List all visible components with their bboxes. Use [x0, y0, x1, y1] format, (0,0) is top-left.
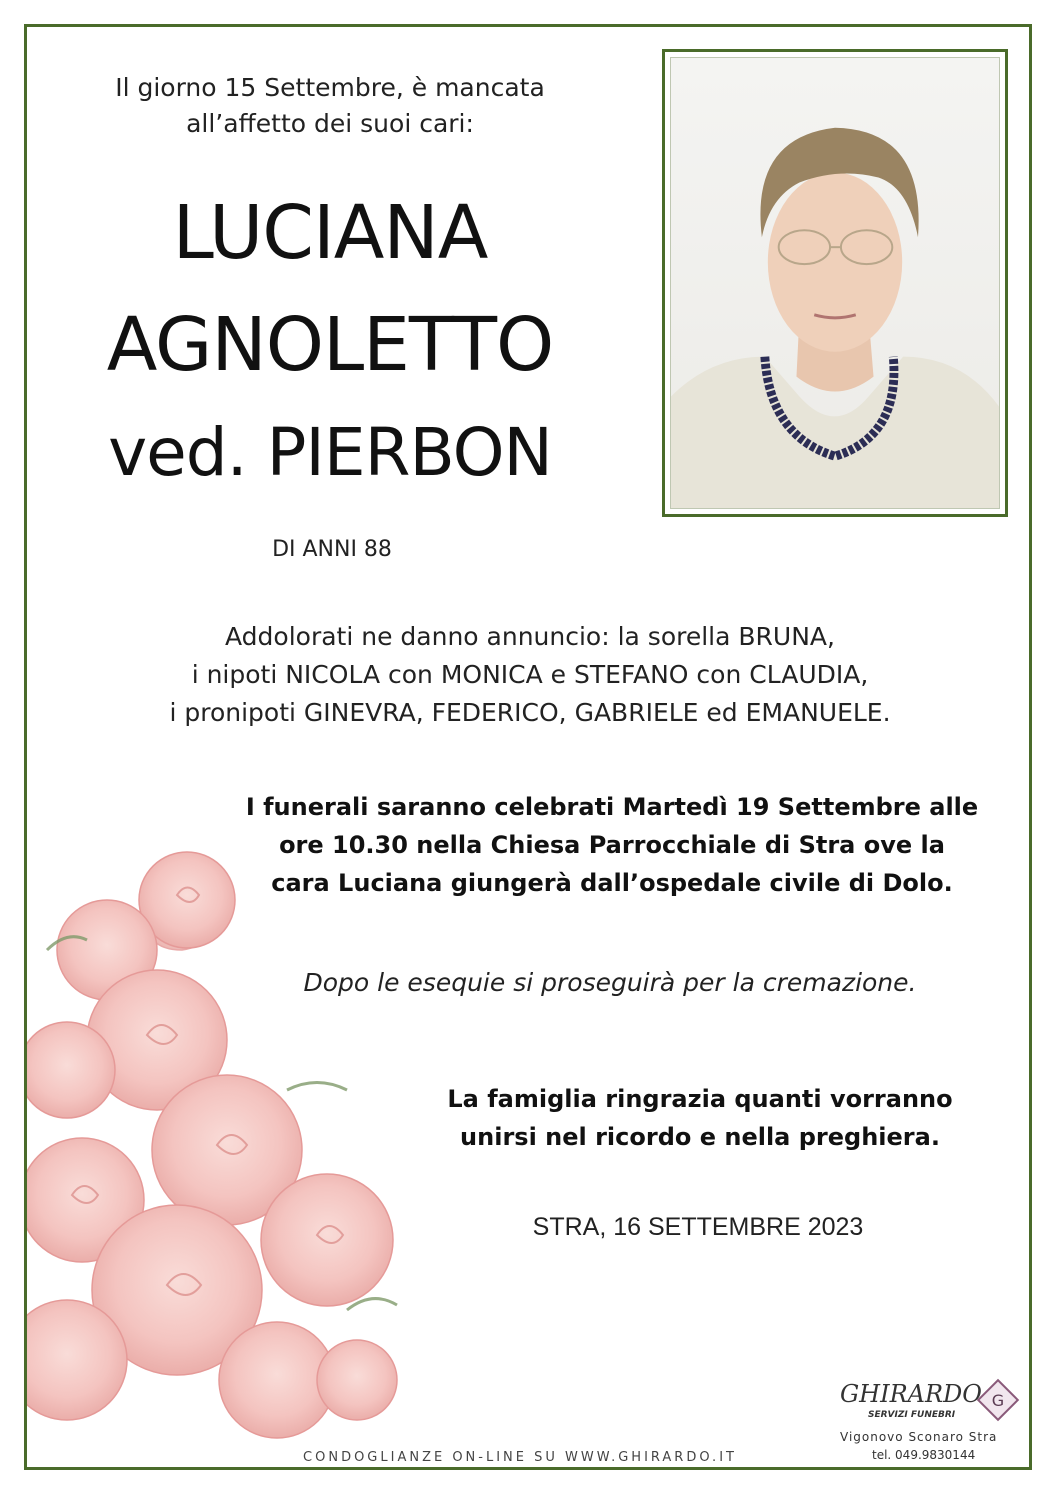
funeral-line: I funerali saranno celebrati Martedì 19 Settembre alle: [245, 793, 979, 821]
announcement-block: [100, 618, 960, 732]
cremation-note: Dopo le esequie si proseguirà per la cremazione.: [303, 968, 917, 997]
dateline: STRA, 16 SETTEMBRE 2023: [532, 1213, 864, 1241]
footer-url: CONDOGLIANZE ON-LINE SU WWW.GHIRARDO.IT: [303, 1450, 737, 1465]
intro-line: all’affetto dei suoi cari:: [186, 109, 474, 138]
age-label: DI ANNI 88: [272, 537, 392, 562]
announcement-line: i pronipoti GINEVRA, FEDERICO, GABRIELE ed EMANUELE.: [169, 698, 891, 727]
logo-diamond-icon: [974, 1376, 1022, 1424]
announcement-line: Addolorati ne danno annuncio: la sorella BRUNA,: [225, 622, 835, 651]
funeral-line: ore 10.30 nella Chiesa Parrocchiale di Stra ove la: [279, 831, 945, 859]
portrait-frame: [662, 49, 1008, 517]
announcement-line: i nipoti NICOLA con MONICA e STEFANO con CLAUDIA,: [191, 660, 869, 689]
logo-name: GHIRARDO: [840, 1380, 982, 1408]
logo-letter: G: [991, 1391, 1005, 1410]
portrait-photo: [670, 57, 1000, 509]
portrait-illustration: [671, 58, 999, 508]
widow-of: ved. PIERBON: [108, 414, 552, 491]
thanks-block: [380, 1080, 1020, 1156]
last-name: AGNOLETTO: [106, 302, 554, 388]
logo-subtitle: SERVIZI FUNEBRI: [868, 1410, 956, 1420]
funeral-line: cara Luciana giungerà dall’ospedale civile di Dolo.: [271, 869, 953, 897]
thanks-line: La famiglia ringrazia quanti vorranno: [447, 1085, 953, 1113]
intro-text: [60, 70, 600, 142]
intro-line: Il giorno 15 Settembre, è mancata: [115, 73, 545, 102]
thanks-line: unirsi nel ricordo e nella preghiera.: [460, 1123, 940, 1151]
first-name: LUCIANA: [172, 190, 488, 276]
logo-towns: Vigonovo Sconaro Stra: [840, 1430, 998, 1444]
logo-phone: tel. 049.9830144: [872, 1448, 976, 1462]
roses-decoration: [27, 820, 427, 1467]
